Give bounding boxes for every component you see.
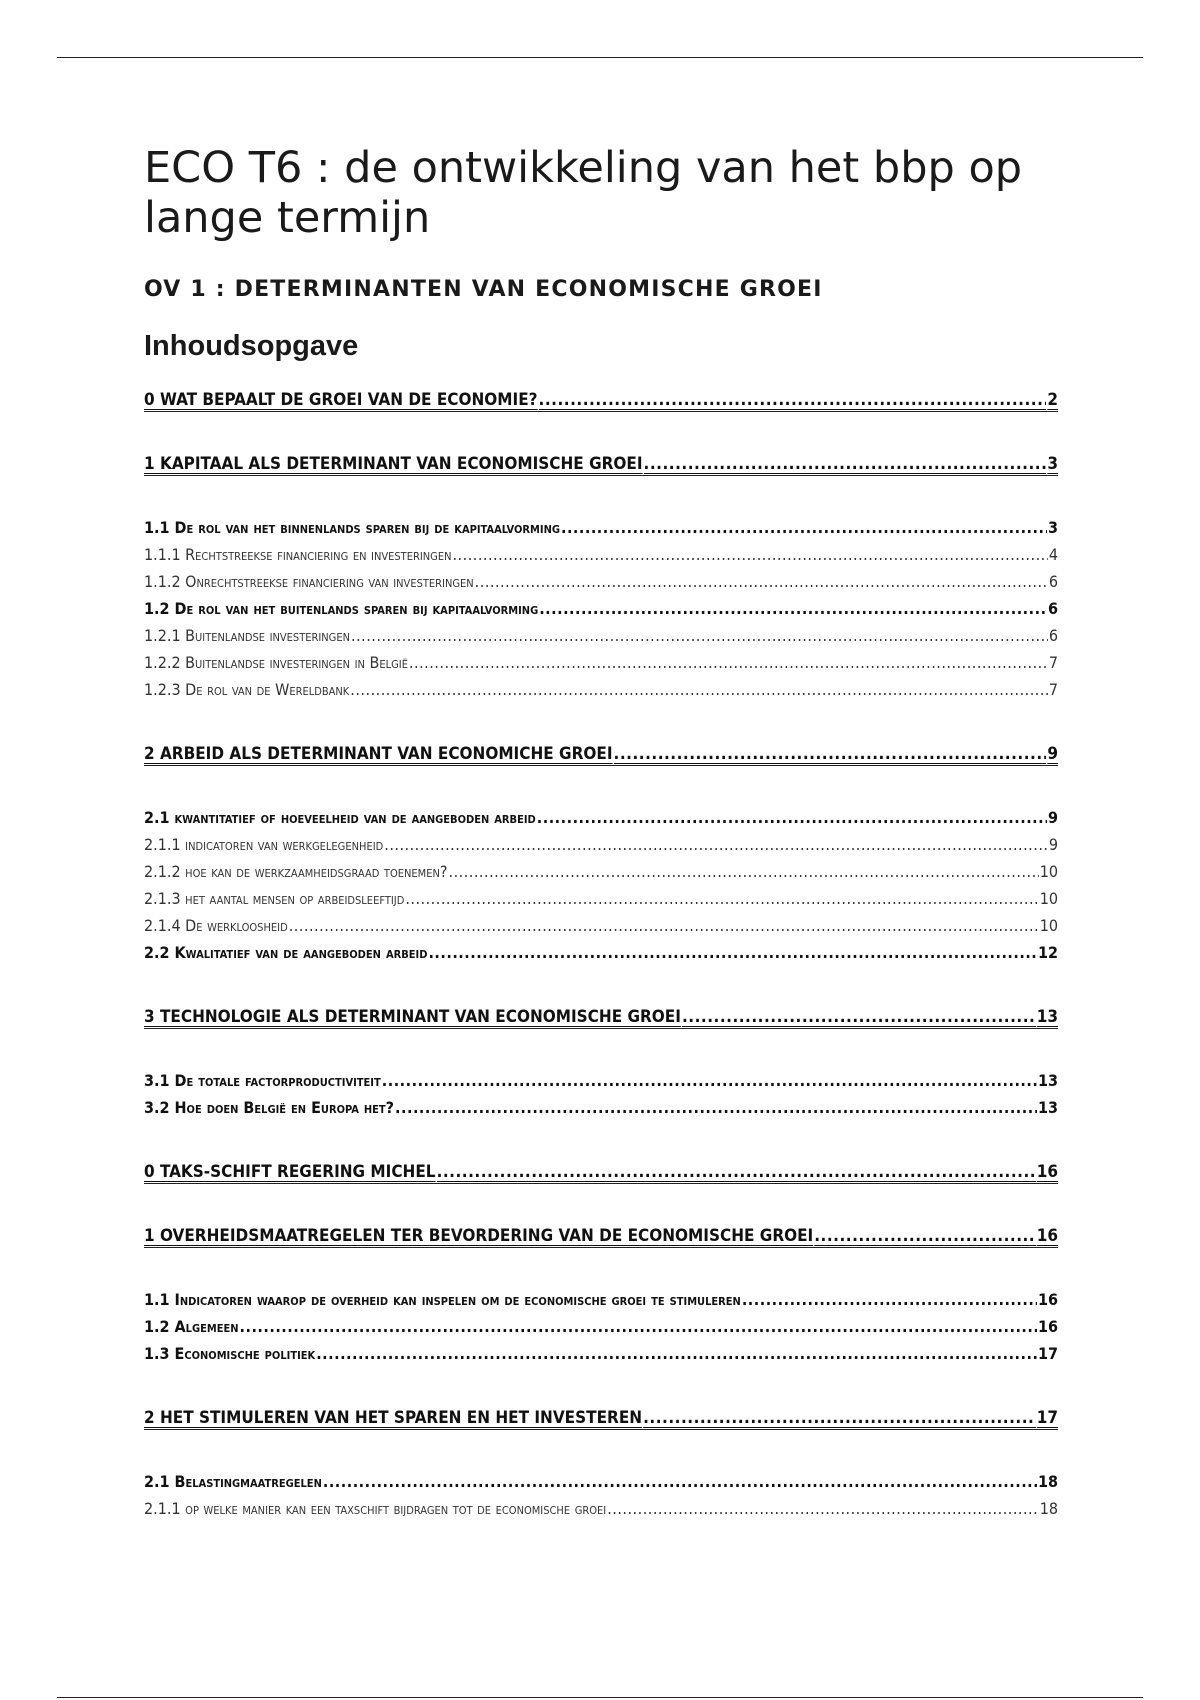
toc-leader-dots [437, 1162, 1036, 1182]
toc-entry-title: 2.2 Kwalitatief van de aangeboden arbeid [144, 943, 428, 962]
toc-entry-page: 4 [1048, 545, 1058, 564]
toc-leader-dots [316, 1344, 1037, 1363]
toc-leader-dots [742, 1290, 1037, 1309]
toc-entry-title: 1 KAPITAAL ALS DETERMINANT VAN ECONOMISCHE GROEI [144, 454, 643, 474]
toc-leader-dots [539, 390, 1047, 410]
toc-entry-title: 3.2 Hoe doen België en Europa het? [144, 1098, 395, 1117]
toc-entry-title: 2.1 Belastingmaatregelen [144, 1472, 322, 1491]
toc-entry-title: 1.1 De rol van het binnenlands sparen bij de kapitaalvorming [144, 518, 560, 537]
toc-entry-title: 1.2 De rol van het buitenlands sparen bij kapitaalvorming [144, 599, 539, 618]
toc-entry-page: 3 [1047, 454, 1058, 474]
toc-entry-title: 2.1.4 De werkloosheid [144, 916, 288, 935]
toc-entry-page: 16 [1037, 1317, 1058, 1336]
toc-entry-title: 2.1.3 het aantal mensen op arbeidsleeftijd [144, 889, 405, 908]
toc-entry-page: 13 [1037, 1071, 1058, 1090]
toc-entry-page: 6 [1048, 572, 1058, 591]
toc-entry[interactable] [144, 518, 1058, 537]
header-rule [57, 57, 1143, 58]
toc-leader-dots [644, 454, 1047, 474]
toc-entry-title: 1.2 Algemeen [144, 1317, 239, 1336]
toc-entry[interactable] [144, 454, 1058, 476]
toc-entry[interactable] [144, 1162, 1058, 1184]
toc-entry-title: 3 TECHNOLOGIE ALS DETERMINANT VAN ECONOMISCHE GROEI [144, 1007, 681, 1027]
toc-entry[interactable] [144, 1290, 1058, 1309]
toc-leader-dots [240, 1317, 1037, 1336]
toc-entry-page: 7 [1048, 680, 1058, 699]
toc-entry[interactable] [144, 835, 1058, 854]
toc-entry[interactable] [144, 572, 1058, 591]
toc-entry-page: 16 [1036, 1162, 1058, 1182]
toc-leader-dots [405, 889, 1038, 908]
toc-leader-dots [350, 680, 1048, 699]
toc-entry[interactable] [144, 1499, 1058, 1518]
toc-entry[interactable] [144, 545, 1058, 564]
toc-entry-page: 9 [1047, 808, 1058, 827]
toc-entry-title: 2.1.1 op welke manier kan een taxschift bijdragen tot de economische groei [144, 1499, 607, 1518]
toc-entry[interactable] [144, 889, 1058, 908]
toc-entry-page: 9 [1047, 744, 1058, 764]
document-subtitle: OV 1 : DETERMINANTEN VAN ECONOMISCHE GROEI [144, 277, 823, 302]
toc-entry-title: 1.2.1 Buitenlandse investeringen [144, 626, 351, 645]
toc-entry-title: 2.1.1 indicatoren van werkgelegenheid [144, 835, 384, 854]
toc-entry[interactable] [144, 916, 1058, 935]
toc-leader-dots [561, 518, 1047, 537]
toc-entry-page: 6 [1048, 626, 1058, 645]
toc-entry-page: 6 [1047, 599, 1058, 618]
toc-entry-page: 10 [1039, 862, 1058, 881]
toc-leader-dots [607, 1499, 1038, 1518]
toc-entry-title: 1 OVERHEIDSMAATREGELEN TER BEVORDERING VAN DE ECONOMISCHE GROEI [144, 1226, 814, 1246]
toc-entry-page: 10 [1039, 916, 1058, 935]
toc-leader-dots [289, 916, 1039, 935]
toc-entry-page: 3 [1047, 518, 1058, 537]
toc-entry[interactable] [144, 1317, 1058, 1336]
toc-entry[interactable] [144, 1344, 1058, 1363]
toc-entry-page: 18 [1039, 1499, 1058, 1518]
toc-entry-page: 17 [1037, 1344, 1058, 1363]
toc-entry[interactable] [144, 1007, 1058, 1029]
toc-leader-dots [643, 1408, 1036, 1428]
toc-entry-title: 1.1 Indicatoren waarop de overheid kan inspelen om de economische groei te stimuleren [144, 1290, 741, 1309]
toc-entry-title: 2 ARBEID ALS DETERMINANT VAN ECONOMICHE GROEI [144, 744, 613, 764]
toc-entry[interactable] [144, 1098, 1058, 1117]
toc-leader-dots [452, 545, 1047, 564]
toc-leader-dots [475, 572, 1048, 591]
toc-entry-title: 2.1 kwantitatief of hoeveelheid van de aangeboden arbeid [144, 808, 536, 827]
toc-entry[interactable] [144, 862, 1058, 881]
toc-entry[interactable] [144, 1472, 1058, 1491]
toc-leader-dots [409, 653, 1048, 672]
toc-entry-title: 3.1 De totale factorproductiviteit [144, 1071, 381, 1090]
document-title: ECO T6 : de ontwikkeling van het bbp op lange termijn [144, 143, 1023, 243]
toc-leader-dots [323, 1472, 1037, 1491]
toc-entry-title: 2 HET STIMULEREN VAN HET SPAREN EN HET INVESTEREN [144, 1408, 643, 1428]
toc-heading: Inhoudsopgave [144, 330, 359, 362]
toc-entry[interactable] [144, 680, 1058, 699]
toc-entry[interactable] [144, 1071, 1058, 1090]
toc-leader-dots [814, 1226, 1035, 1246]
toc-entry-page: 17 [1036, 1408, 1058, 1428]
toc-entry-page: 2 [1047, 390, 1058, 410]
toc-entry[interactable] [144, 1408, 1058, 1430]
toc-entry-title: 1.1.1 Rechtstreekse financiering en investeringen [144, 545, 452, 564]
toc-leader-dots [682, 1007, 1036, 1027]
toc-leader-dots [537, 808, 1047, 827]
toc-entry-page: 12 [1037, 943, 1058, 962]
toc-entry-page: 9 [1048, 835, 1058, 854]
toc-leader-dots [382, 1071, 1037, 1090]
toc-entry-page: 18 [1037, 1472, 1058, 1491]
footer-rule [57, 1697, 1143, 1698]
toc-entry-title: 0 TAKS-SCHIFT REGERING MICHEL [144, 1162, 436, 1182]
toc-entry[interactable] [144, 744, 1058, 766]
toc-leader-dots [539, 599, 1047, 618]
toc-leader-dots [428, 943, 1037, 962]
toc-entry-title: 1.2.3 De rol van de Wereldbank [144, 680, 350, 699]
toc-entry-title: 1.2.2 Buitenlandse investeringen in België [144, 653, 408, 672]
toc-entry[interactable] [144, 943, 1058, 962]
toc-leader-dots [614, 744, 1047, 764]
toc-entry[interactable] [144, 1226, 1058, 1248]
toc-entry[interactable] [144, 599, 1058, 618]
toc-entry-page: 13 [1036, 1007, 1058, 1027]
toc-entry-title: 1.1.2 Onrechtstreekse financiering van investeringen [144, 572, 474, 591]
toc-entry-page: 16 [1036, 1226, 1058, 1246]
toc-entry-page: 16 [1037, 1290, 1058, 1309]
toc-leader-dots [351, 626, 1048, 645]
toc-leader-dots [449, 862, 1039, 881]
toc-entry-title: 1.3 Economische politiek [144, 1344, 316, 1363]
toc-entry-page: 7 [1048, 653, 1058, 672]
toc-entry[interactable] [144, 390, 1058, 412]
toc-entry[interactable] [144, 653, 1058, 672]
toc-entry[interactable] [144, 626, 1058, 645]
toc-entry[interactable] [144, 808, 1058, 827]
toc-entry-title: 0 WAT BEPAALT DE GROEI VAN DE ECONOMIE? [144, 390, 538, 410]
toc-entry-title: 2.1.2 hoe kan de werkzaamheidsgraad toenemen? [144, 862, 448, 881]
toc-entry-page: 10 [1039, 889, 1058, 908]
toc-leader-dots [395, 1098, 1037, 1117]
toc-leader-dots [384, 835, 1048, 854]
toc-entry-page: 13 [1037, 1098, 1058, 1117]
